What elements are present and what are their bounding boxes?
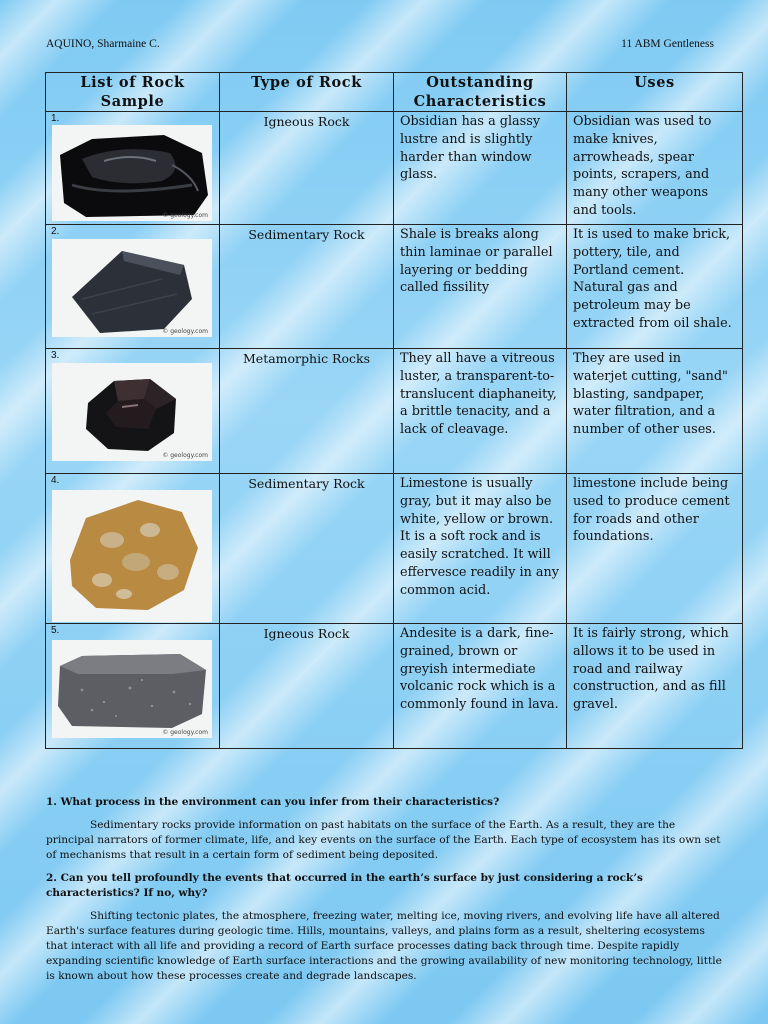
student-name: AQUINO, Sharmaine C. — [46, 38, 160, 50]
table-row — [46, 225, 743, 349]
shale-image — [52, 239, 212, 337]
question-block — [46, 871, 722, 984]
table-row — [46, 112, 743, 225]
limestone-image — [52, 490, 212, 622]
table-row — [46, 474, 743, 624]
sample-cell — [46, 624, 220, 749]
row-number: 3. — [51, 350, 60, 361]
answer-text: Shifting tectonic plates, the atmosphere, freezing water, melting ice, moving rivers, and evolving life have all altered Earth's surface features during geologic time. Hills, mountains, valleys, and plains form as a result, sheltering ecosystems that interact with all life and providing a record of Earth surface processes dating back through time. Despite rapidly expanding scientific knowledge of Earth surface interactions and the growing availability of new monitoring technology, little is known about how these processes create and degrade landscapes. — [46, 910, 722, 982]
rock-uses: They are used in waterjet cutting, "sand" blasting, sandpaper, water filtration, and a number of other uses. — [567, 349, 743, 474]
rock-uses: It is used to make brick, pottery, tile, and Portland cement. Natural gas and petroleum may be extracted from oil shale. — [567, 225, 743, 349]
image-credit: © geology.com — [162, 452, 208, 459]
sample-cell — [46, 474, 220, 624]
question-text: 2. Can you tell profoundly the events that occurred in the earth’s surface by just considering a rock’s characteristics? If no, why? — [46, 872, 643, 899]
sample-cell — [46, 349, 220, 474]
rock-type: Sedimentary Rock — [220, 474, 394, 624]
andesite-image — [52, 640, 212, 738]
rock-type: Igneous Rock — [220, 624, 394, 749]
image-credit: © geology.com — [162, 212, 208, 219]
rock-characteristics: Obsidian has a glassy lustre and is slightly harder than window glass. — [394, 112, 567, 225]
rock-table — [45, 72, 743, 749]
column-header: Type of Rock — [220, 73, 394, 112]
question-text: 1. What process in the environment can you infer from their characteristics? — [46, 796, 500, 808]
rock-uses: Obsidian was used to make knives, arrowheads, spear points, scrapers, and many other weapons and tools. — [567, 112, 743, 225]
sample-cell — [46, 225, 220, 349]
obsidian-image — [52, 125, 212, 221]
question-block — [46, 795, 722, 863]
rock-characteristics: Andesite is a dark, fine-grained, brown or greyish intermediate volcanic rock which is a commonly found in lava. — [394, 624, 567, 749]
rock-uses: It is fairly strong, which allows it to be used in road and railway construction, and as fill gravel. — [567, 624, 743, 749]
rock-characteristics: They all have a vitreous luster, a transparent-to-translucent diaphaneity, a brittle tenacity, and a lack of cleavage. — [394, 349, 567, 474]
rock-uses: limestone include being used to produce cement for roads and other foundations. — [567, 474, 743, 624]
row-number: 1. — [51, 113, 60, 124]
row-number: 4. — [51, 475, 60, 486]
sample-cell — [46, 112, 220, 225]
table-row — [46, 624, 743, 749]
answer-text: Sedimentary rocks provide information on past habitats on the surface of the Earth. As a result, they are the principal narrators of former climate, life, and key events on the surface of the Earth. Each type of ecosystem has its own set of mechanisms that result in a certain form of sediment being deposited. — [46, 819, 721, 861]
rock-characteristics: Shale is breaks along thin laminae or parallel layering or bedding called fissility — [394, 225, 567, 349]
table-row — [46, 349, 743, 474]
column-header: Outstanding Characteristics — [394, 73, 567, 112]
image-credit: © geology.com — [162, 729, 208, 736]
rock-characteristics: Limestone is usually gray, but it may also be white, yellow or brown. It is a soft rock and is easily scratched. It will effervesce readily in any common acid. — [394, 474, 567, 624]
rock-type: Metamorphic Rocks — [220, 349, 394, 474]
garnet-image — [52, 363, 212, 461]
row-number: 2. — [51, 226, 60, 237]
row-number: 5. — [51, 625, 60, 636]
section-name: 11 ABM Gentleness — [621, 38, 714, 50]
rock-type: Igneous Rock — [220, 112, 394, 225]
table-header-row — [46, 73, 743, 112]
rock-type: Sedimentary Rock — [220, 225, 394, 349]
page-header — [46, 38, 714, 54]
column-header: List of Rock Sample — [46, 73, 220, 112]
column-header: Uses — [567, 73, 743, 112]
image-credit: © geology.com — [162, 328, 208, 335]
